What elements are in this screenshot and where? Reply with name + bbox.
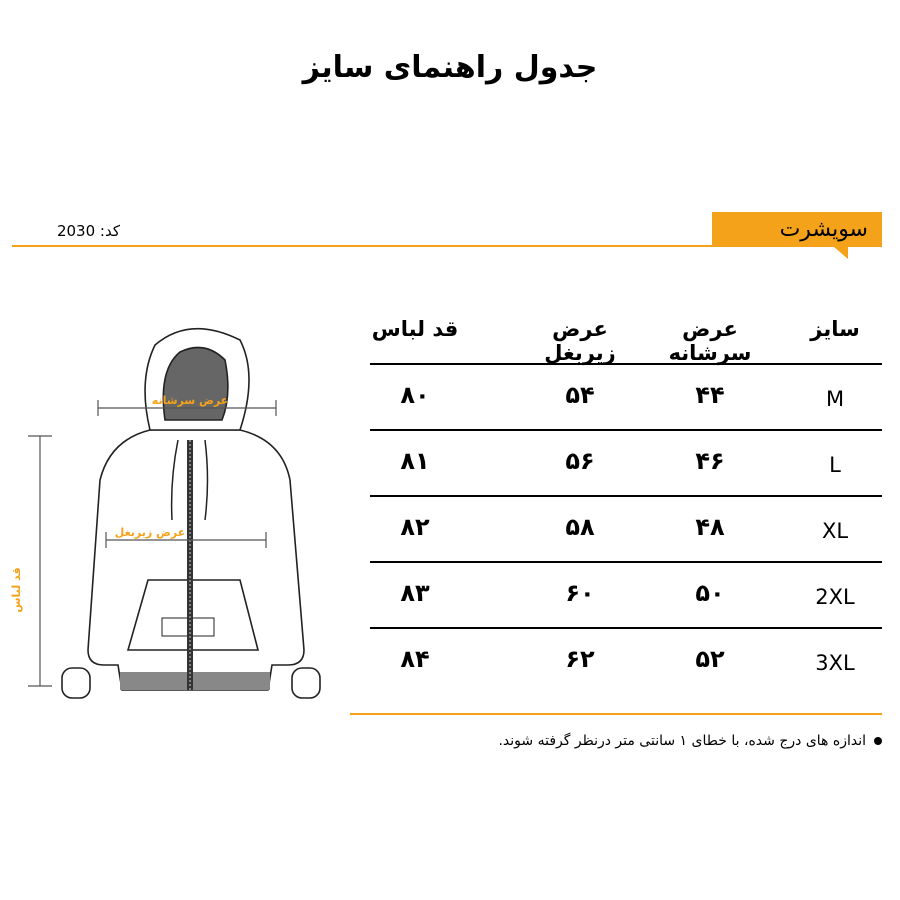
table-row (370, 431, 882, 497)
hoodie-body (88, 430, 304, 690)
shoulder-cell: ۴۸ (695, 513, 725, 541)
size-cell: 2XL (815, 585, 855, 609)
hem-band (120, 672, 270, 690)
size-cell: XL (821, 519, 849, 543)
chest-cell: ۵۴ (565, 381, 595, 409)
length-cell: ۸۴ (400, 645, 430, 673)
chest-cell: ۵۸ (565, 513, 595, 541)
header-shoulder: عرض سرشانه (668, 317, 752, 365)
bullet-icon (874, 737, 882, 745)
shoulder-label: عرض سرشانه (151, 394, 229, 407)
size-table (370, 305, 882, 693)
length-cell: ۸۱ (400, 447, 430, 475)
note-text: اندازه های درج شده، با خطای ۱ سانتی متر درنظر گرفته شوند. (498, 733, 866, 749)
page-title: جدول راهنمای سایز (302, 50, 598, 85)
category-tab: سویشرت (712, 212, 882, 247)
right-cuff (292, 668, 320, 698)
size-cell: 3XL (815, 651, 855, 675)
header-size: سایز (810, 317, 860, 341)
chest-cell: ۵۶ (565, 447, 595, 475)
shoulder-cell: ۵۰ (695, 579, 725, 607)
shoulder-cell: ۴۶ (695, 447, 725, 475)
hoodie-diagram (0, 300, 340, 720)
length-cell: ۸۰ (400, 381, 430, 409)
header-chest: عرض زیربغل (544, 317, 616, 365)
length-label: قد لباس (10, 567, 23, 613)
hood-inner (163, 348, 228, 421)
table-row (370, 497, 882, 563)
table-row (370, 365, 882, 431)
table-header (370, 305, 882, 365)
shoulder-cell: ۵۲ (695, 645, 725, 673)
length-cell: ۸۲ (400, 513, 430, 541)
size-cell: L (829, 453, 841, 477)
chest-label: عرض زیربغل (114, 526, 186, 539)
table-row (370, 629, 882, 693)
product-code: کد: 2030 (56, 222, 120, 240)
length-cell: ۸۳ (400, 579, 430, 607)
table-row (370, 563, 882, 629)
shoulder-cell: ۴۴ (695, 381, 725, 409)
chest-cell: ۶۰ (565, 579, 595, 607)
tolerance-note (498, 733, 882, 749)
table-bottom-divider (350, 713, 882, 715)
category-tab-pointer (834, 247, 848, 259)
left-cuff (62, 668, 90, 698)
header-length: قد لباس (371, 317, 459, 341)
chest-cell: ۶۲ (565, 645, 595, 673)
size-cell: M (825, 387, 845, 411)
